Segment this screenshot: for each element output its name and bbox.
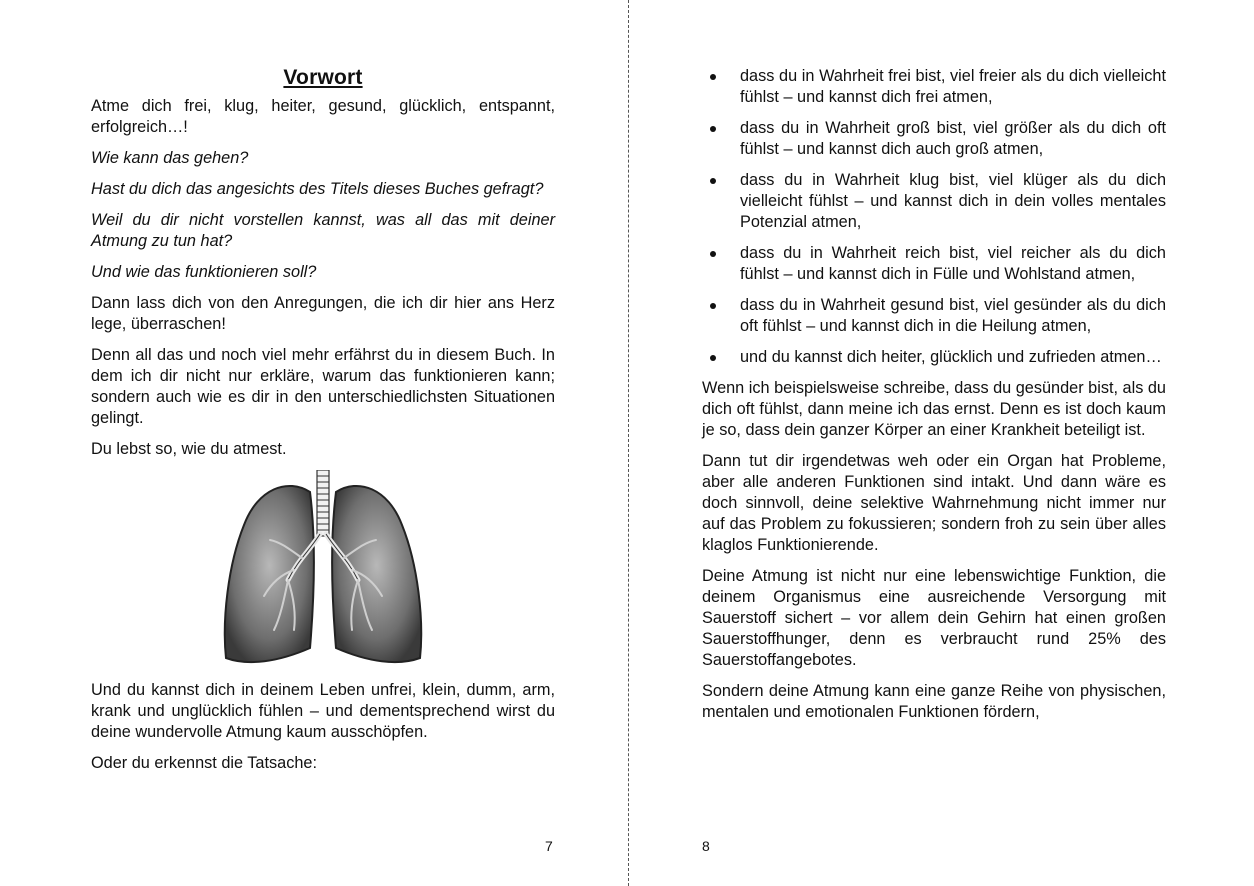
paragraph: Und du kannst dich in deinem Leben unfrei, klein, dumm, arm, krank und unglücklich fühlen – und dementsprechend wirst du deine wundervolle Atmung kaum ausschöpfen. xyxy=(91,681,555,741)
paragraph: Oder du erkennst die Tatsache: xyxy=(91,754,317,772)
paragraph: Weil du dir nicht vorstellen kannst, was all das mit deiner Atmung zu tun hat? xyxy=(91,211,555,250)
paragraph: Du lebst so, wie du atmest. xyxy=(91,440,287,458)
paragraph: Und wie das funktionieren soll? xyxy=(91,263,317,281)
bullet-icon xyxy=(710,355,716,361)
list-item: dass du in Wahrheit frei bist, viel freier als du dich vielleicht fühlst – und kannst dich frei atmen, xyxy=(702,66,1166,108)
left-page xyxy=(91,0,555,784)
lungs-illustration xyxy=(91,470,555,670)
bullet-icon xyxy=(710,178,716,184)
paragraph: Wenn ich beispielsweise schreibe, dass du gesünder bist, als du dich oft fühlst, dann meine ich das ernst. Denn es ist doch kaum je so, dass dein ganzer Körper an einer Krankheit beteiligt ist. xyxy=(702,379,1166,439)
paragraph: Hast du dich das angesichts des Titels dieses Buches gefragt? xyxy=(91,180,544,198)
right-page xyxy=(702,0,1166,733)
paragraph: Wie kann das gehen? xyxy=(91,149,249,167)
page-title: Vorwort xyxy=(283,66,363,89)
lungs-icon xyxy=(218,470,428,670)
paragraph: Dann lass dich von den Anregungen, die ich dir hier ans Herz lege, überraschen! xyxy=(91,294,555,333)
list-item: dass du in Wahrheit klug bist, viel klüger als du dich vielleicht fühlst – und kannst dich in dein volles mentales Potenzial atmen, xyxy=(702,170,1166,233)
paragraph: Denn all das und noch viel mehr erfährst du in diesem Buch. In dem ich dir nicht nur erkläre, warum das funktionieren kann; sondern auch wie es dir in den unterschiedlichsten Situationen gelingt. xyxy=(91,346,555,427)
bullet-icon xyxy=(710,251,716,257)
bullet-icon xyxy=(710,74,716,80)
page-number: 7 xyxy=(545,838,553,854)
list-item: dass du in Wahrheit reich bist, viel reicher als du dich fühlst – und kannst dich in Fülle und Wohlstand atmen, xyxy=(702,243,1166,285)
list-item: dass du in Wahrheit gesund bist, viel gesünder als du dich oft fühlst – und kannst dich in die Heilung atmen, xyxy=(702,295,1166,337)
page-number: 8 xyxy=(702,838,710,854)
page-fold-divider xyxy=(628,0,629,886)
bullet-icon xyxy=(710,303,716,309)
bullet-icon xyxy=(710,126,716,132)
bullet-list xyxy=(702,66,1166,368)
paragraph: Atme dich frei, klug, heiter, gesund, glücklich, entspannt, erfolgreich…! xyxy=(91,97,555,136)
list-item: dass du in Wahrheit groß bist, viel größer als du dich oft fühlst – und kannst dich auch groß atmen, xyxy=(702,118,1166,160)
list-item: und du kannst dich heiter, glücklich und zufrieden atmen… xyxy=(702,347,1166,368)
paragraph: Dann tut dir irgendetwas weh oder ein Organ hat Probleme, aber alle anderen Funktionen sind intakt. Und dann wäre es doch sinnvoll, deine selektive Wahrnehmung nicht immer nur auf das Problem zu fokussieren; sondern froh zu sein über alles klaglos Funktionierende. xyxy=(702,452,1166,554)
paragraph: Sondern deine Atmung kann eine ganze Reihe von physischen, mentalen und emotionalen Funktionen fördern, xyxy=(702,682,1166,721)
paragraph: Deine Atmung ist nicht nur eine lebenswichtige Funktion, die deinem Organismus eine ausreichende Versorgung mit Sauerstoff sichert – vor allem dein Gehirn hat einen großen Sauerstoffhunger, denn es verbraucht rund 25% des Sauerstoffangebotes. xyxy=(702,567,1166,669)
